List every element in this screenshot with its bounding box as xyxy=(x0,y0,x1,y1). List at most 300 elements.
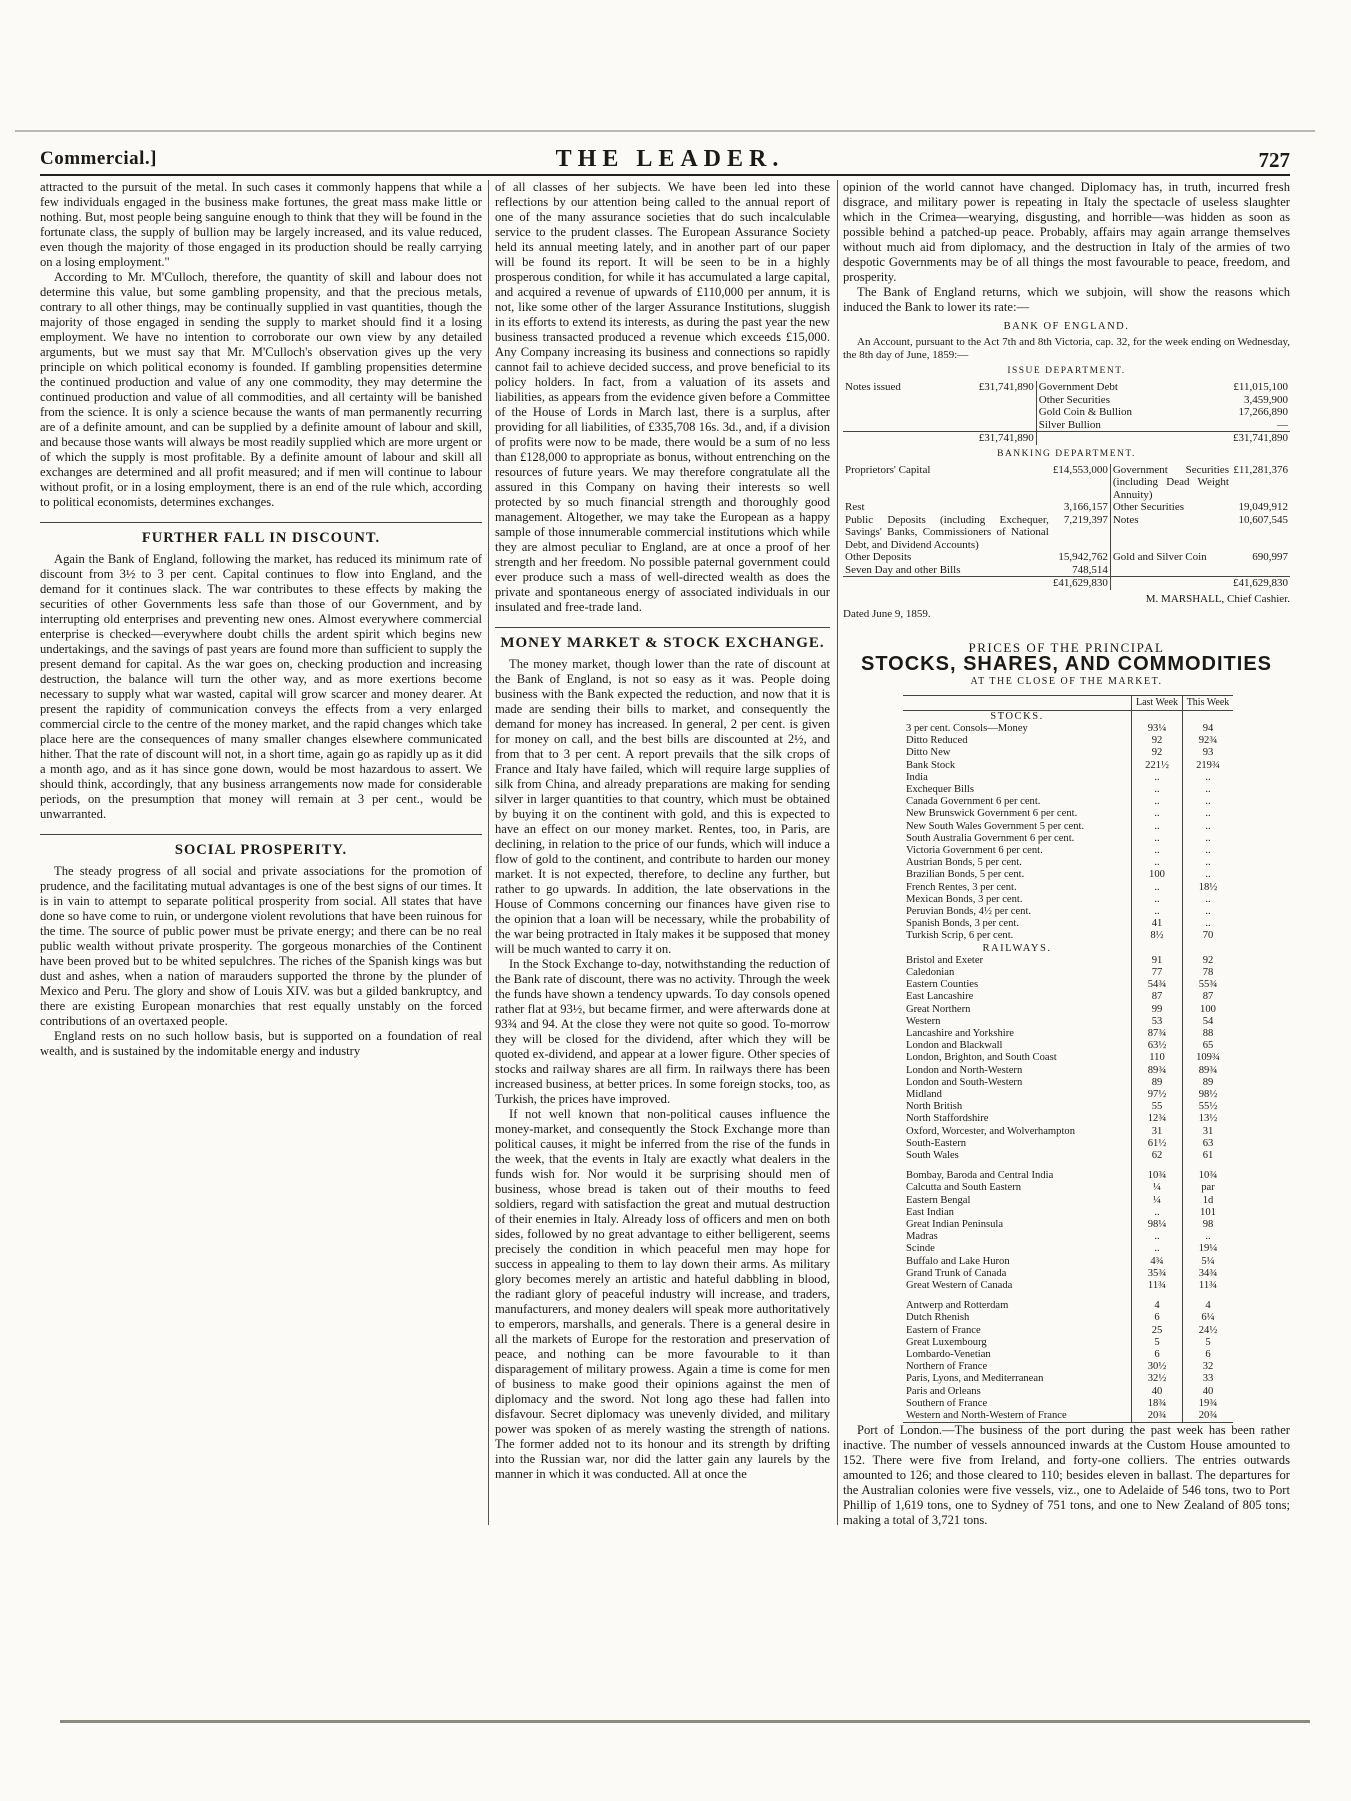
last-week-price: .. xyxy=(1132,1243,1183,1255)
section-label: RAILWAYS. xyxy=(982,942,1052,954)
last-week-price: 98¼ xyxy=(1132,1219,1183,1231)
this-week-price xyxy=(1183,1162,1234,1170)
last-week-price: 10¾ xyxy=(1132,1170,1183,1182)
stock-name: Mexican Bonds, 3 per cent. xyxy=(906,893,1023,905)
banking-left-label: Proprietors' Capital xyxy=(845,463,931,476)
banking-right-label: Other Securities xyxy=(1112,501,1185,513)
table-row xyxy=(903,833,1233,845)
prices-heading: STOCKS, SHARES, AND COMMODITIES xyxy=(860,652,1273,675)
stock-name: Southern of France xyxy=(906,1397,988,1409)
table-row xyxy=(903,821,1233,833)
stock-name: Northern of France xyxy=(906,1361,988,1373)
stock-name: Exchequer Bills xyxy=(906,783,974,795)
this-week-price: 19¾ xyxy=(1183,1398,1234,1410)
issue-left-amount: £31,741,890 xyxy=(940,381,1036,394)
this-week-price: 6 xyxy=(1183,1349,1234,1361)
this-week-price: 70 xyxy=(1183,930,1234,942)
banking-left-amount: 748,514 xyxy=(1051,564,1111,577)
this-week-price: 94 xyxy=(1183,723,1234,735)
banking-department-title: BANKING DEPARTMENT. xyxy=(997,448,1136,459)
last-week-price: 4¾ xyxy=(1132,1256,1183,1268)
stock-name: Grand Trunk of Canada xyxy=(906,1267,1007,1279)
last-week-price: .. xyxy=(1132,772,1183,784)
last-week-price: 12¾ xyxy=(1132,1113,1183,1125)
paragraph: The Bank of England returns, which we subjoin, will show the reasons which induced the Bank to lower its rate:— xyxy=(843,285,1290,314)
table-row xyxy=(903,845,1233,857)
last-week-price: 77 xyxy=(1132,967,1183,979)
stock-name: Paris, Lyons, and Mediterranean xyxy=(906,1373,1044,1385)
stock-name: Bombay, Baroda and Central India xyxy=(906,1170,1054,1182)
this-week-price: 33 xyxy=(1183,1373,1234,1385)
issue-department-table xyxy=(843,381,1290,445)
this-week-price xyxy=(1183,1292,1234,1300)
table-row xyxy=(903,882,1233,894)
table-row xyxy=(903,1016,1233,1028)
last-week-price: .. xyxy=(1132,882,1183,894)
table-row xyxy=(903,1337,1233,1349)
table-row xyxy=(903,1182,1233,1194)
last-week-price: 6 xyxy=(1132,1312,1183,1324)
last-week-price: 89 xyxy=(1132,1077,1183,1089)
table-row xyxy=(903,906,1233,918)
last-week-price: 40 xyxy=(1132,1386,1183,1398)
stock-name: Lombardo-Venetian xyxy=(906,1349,991,1361)
this-week-price: .. xyxy=(1183,808,1234,820)
table-row xyxy=(903,1231,1233,1243)
article-heading-money-market: MONEY MARKET & STOCK EXCHANGE. xyxy=(495,627,830,651)
table-row xyxy=(903,1312,1233,1324)
last-week-price: 87¾ xyxy=(1132,1028,1183,1040)
port-of-london-paragraph: Port of London.—The business of the port during the past week has been rather inactive. The number of vessels announced inwards at the Custom House amounted to 152. There were five from Ireland, and forty-one colliers. The entries outwards amounted to 126; and those cleared to 110; besides eleven in ballast. The departures for the Australian colonies were five vessels, viz., one to Adelaide of 546 tons, two to Port Phillip of 1,619 tons, one to Sydney of 751 tons, and one to New Zealand of 805 tons; making a total of 3,721 tons. xyxy=(843,1423,1290,1528)
this-week-price: 89¾ xyxy=(1183,1065,1234,1077)
table-row xyxy=(903,1325,1233,1337)
paragraph: Again the Bank of England, following the market, has reduced its minimum rate of discount from 3½ to 3 per cent. Capital continues to flow into England, and the demand for it continues slack. The war contributes to these effects by making the securities of other Governments less safe than those of our Government, and by interrupting old enterprises and preventing new ones. Almost everywhere commercial enterprise is checked—everywhere doubt chills the ardent spirit which begins new undertakings, and the savings of past years are found more than sufficient to supply the present demand for capital. As the war goes on, checking production and increasing destruction, the balance will turn the other way, and as more exertions become necessary to supply what war wasted, capital will grow scarcer and money dearer. At present the rapidity of communication conveys the effects from a very enlarged commercial circle to the centre of the money market, and the rapid changes which take place here are the consequences of many smaller changes elsewhere communicated hither. That the rate of discount will not, in a short time, again go as rapidly up as it did a month ago, and as it has since gone down, would be most hazardous to assert. We should think, accordingly, that any business arrangements now made for considerable periods, on the presumption that money will remain at 3 per cent., would be unwarranted. xyxy=(40,552,482,821)
stock-name: Lancashire and Yorkshire xyxy=(906,1027,1014,1039)
paragraph: In the Stock Exchange to-day, notwithstanding the reduction of the Bank rate of discount, there was no activity. Through the week the funds have shown a tendency upwards. To day consols opened rather flat at 93½, but became firmer, and were afterwards done at 93¾ and 94. At the close they were not quite so good. To-morrow they will be closed for the dividend, after which they will be quoted ex-dividend, and appear at a lower figure. Other species of stocks and railway shares are all firm. In railways there has been increased business, at better prices. In some foreign stocks, too, as Turkish, the prices have improved. xyxy=(495,957,830,1106)
table-row xyxy=(903,808,1233,820)
this-week-price: 18½ xyxy=(1183,882,1234,894)
column-2 xyxy=(495,180,830,1700)
this-week-price: .. xyxy=(1183,784,1234,796)
stock-name: Brazilian Bonds, 5 per cent. xyxy=(906,869,1025,881)
last-week-price xyxy=(1132,1292,1183,1300)
article-heading-discount: FURTHER FALL IN DISCOUNT. xyxy=(40,522,482,546)
issue-right-label: Silver Bullion xyxy=(1038,418,1101,431)
this-week-price: 32 xyxy=(1183,1361,1234,1373)
this-week-price: 31 xyxy=(1183,1126,1234,1138)
this-week-price: 19¼ xyxy=(1183,1243,1234,1255)
column-rule-2 xyxy=(837,180,838,1525)
stock-name: South Australia Government 6 per cent. xyxy=(906,832,1075,844)
table-row xyxy=(903,1089,1233,1101)
stock-name: North British xyxy=(906,1101,963,1113)
banking-total-right: £41,629,830 xyxy=(1231,577,1290,590)
table-row xyxy=(903,1361,1233,1373)
this-week-price: 55¾ xyxy=(1183,979,1234,991)
banking-left-label: Rest xyxy=(845,501,865,513)
stock-name: Canada Government 6 per cent. xyxy=(906,796,1041,808)
this-week-price: 88 xyxy=(1183,1028,1234,1040)
table-row xyxy=(903,1243,1233,1255)
table-row xyxy=(903,869,1233,881)
last-week-price: 91 xyxy=(1132,955,1183,967)
last-week-price: .. xyxy=(1132,784,1183,796)
page-header xyxy=(40,148,1290,176)
this-week-price: 109¾ xyxy=(1183,1052,1234,1064)
stock-name: South Wales xyxy=(906,1150,959,1162)
last-week-price: ¼ xyxy=(1132,1182,1183,1194)
table-row xyxy=(903,723,1233,735)
last-week-price: 92 xyxy=(1132,747,1183,759)
table-row xyxy=(903,1162,1233,1170)
last-week-price: 5 xyxy=(1132,1337,1183,1349)
paragraph: The steady progress of all social and private associations for the promotion of prudence, and the facilitating mutual advantages is one of the best signs of our times. It is in vain to attempt to separate political prosperity from social. All states that have done so have come to ruin, or undergone violent revolutions that have been ruinous for the time. The source of public power must be private energy; and there can be no real public wealth without private prosperity. The gorgeous monarchies of the Continent have been proved but to be whited sepulchres. The riches of the Spanish kings was but dust and ashes, when a nation of marauders supported the throne by the plunder of Mexico and Peru. The glory and show of Louis XIV. was but a gilded bankruptcy, and there are existing European monarchies that rest equally unstably on the forced contributions of an overtaxed people. xyxy=(40,864,482,1028)
last-week-price: 11¾ xyxy=(1132,1280,1183,1292)
table-row xyxy=(903,1170,1233,1182)
stock-name: Scinde xyxy=(906,1243,935,1255)
this-week-price: 6¼ xyxy=(1183,1312,1234,1324)
issue-total-left: £31,741,890 xyxy=(940,432,1036,445)
this-week-price: .. xyxy=(1183,845,1234,857)
last-week-price: 35¾ xyxy=(1132,1268,1183,1280)
last-week-price: 221½ xyxy=(1132,760,1183,772)
table-row xyxy=(903,1398,1233,1410)
table-row xyxy=(903,1373,1233,1385)
table-row xyxy=(903,930,1233,942)
table-row-total xyxy=(843,432,1290,445)
table-row xyxy=(903,1101,1233,1113)
banking-right-amount: 10,607,545 xyxy=(1238,513,1288,526)
this-week-price: .. xyxy=(1183,894,1234,906)
last-week-price: 87 xyxy=(1132,991,1183,1003)
column-rule-1 xyxy=(488,180,489,1525)
last-week-price: .. xyxy=(1132,894,1183,906)
table-row xyxy=(903,1113,1233,1125)
last-week-price: 32½ xyxy=(1132,1373,1183,1385)
this-week-price: .. xyxy=(1183,772,1234,784)
stock-name: Great Luxembourg xyxy=(906,1336,987,1348)
table-row xyxy=(903,1040,1233,1052)
banking-total-left: £41,629,830 xyxy=(1051,577,1111,590)
stock-price-list xyxy=(903,695,1233,1424)
last-week-price: 100 xyxy=(1132,869,1183,881)
last-week-price: 31 xyxy=(1132,1126,1183,1138)
stock-name: India xyxy=(906,771,928,783)
this-week-price: 55½ xyxy=(1183,1101,1234,1113)
stock-name: Austrian Bonds, 5 per cent. xyxy=(906,857,1022,869)
table-row xyxy=(903,918,1233,930)
this-week-price: 34¾ xyxy=(1183,1268,1234,1280)
table-row xyxy=(903,735,1233,747)
last-week-price: .. xyxy=(1132,808,1183,820)
last-week-price: 20¾ xyxy=(1132,1410,1183,1422)
last-week-price: 25 xyxy=(1132,1325,1183,1337)
table-row xyxy=(843,564,1290,577)
table-row xyxy=(903,1300,1233,1312)
banking-left-label: Other Deposits xyxy=(845,551,912,563)
stock-name: Peruvian Bonds, 4½ per cent. xyxy=(906,905,1032,917)
bank-title: BANK OF ENGLAND. xyxy=(1003,321,1130,332)
last-week-price: 62 xyxy=(1132,1150,1183,1162)
section-row xyxy=(903,943,1233,955)
stock-name: Great Western of Canada xyxy=(906,1280,1013,1292)
stock-name: Eastern Counties xyxy=(906,979,979,991)
this-week-price: 4 xyxy=(1183,1300,1234,1312)
stock-name: Dutch Rhenish xyxy=(906,1312,970,1324)
table-row xyxy=(903,1207,1233,1219)
table-row xyxy=(843,419,1290,432)
column-header-this-week: This Week xyxy=(1183,696,1234,711)
stock-name: South-Eastern xyxy=(906,1137,967,1149)
stock-name: Oxford, Worcester, and Wolverhampton xyxy=(906,1125,1075,1137)
stock-name: London and North-Western xyxy=(906,1064,1023,1076)
bank-of-england-return xyxy=(843,319,1290,622)
paragraph: If not well known that non-political causes influence the money-market, and consequently the Stock Exchange more than political causes, it might be inferred from the rise of the funds in the week, that the events in Italy are exactly what dealers in the funds wish for. Nor would it be surprising should men of business, whose bread is taken out of their mouths to feed soldiers, regard with satisfaction the great and mutual destruction of their enemies in Italy. Already loss of officers and men on both sides, followed by no great advantage to either belligerent, seems precisely the condition in which peaceful men may hope for success in appealing to them to lay down their arms. As military glory becomes merely an artistic and hateful dabbling in blood, the radiant glory of peaceful industry will increase, and traders, manufacturers, and money dealers will speak more authoritatively to emperors, marshalls, and generals. There is a general desire in all the markets of Europe for the restoration and preservation of peace, and nothing can be more favourable to it than disparagement of military prowess. Again a time is come for men of business to make good their opinions against the men of diplomacy and the sword. Not long ago these had fallen into disfavour. Secret diplomacy was unevenly divided, and military power was spoken of as merely wasting the strength of nations. The former added not to its honour and its strength by drifting into the Russian war, nor did the latter gain any laurels by the manner in which it was conducted. All at once the xyxy=(495,1107,830,1481)
issue-right-label: Gold Coin & Bullion xyxy=(1038,406,1133,418)
stock-name: Turkish Scrip, 6 per cent. xyxy=(906,930,1014,942)
stock-name: French Rentes, 3 per cent. xyxy=(906,881,1017,893)
banking-left-amount: 15,942,762 xyxy=(1051,551,1111,564)
this-week-price: 78 xyxy=(1183,967,1234,979)
scan-edge-top xyxy=(15,130,1315,132)
stock-name: Western and North-Western of France xyxy=(906,1410,1067,1422)
table-row xyxy=(903,1195,1233,1207)
banking-left-amount: £14,553,000 xyxy=(1051,464,1111,502)
this-week-price: 98 xyxy=(1183,1219,1234,1231)
last-week-price: ¼ xyxy=(1132,1195,1183,1207)
last-week-price: 6 xyxy=(1132,1349,1183,1361)
last-week-price: 55 xyxy=(1132,1101,1183,1113)
stock-name: Ditto Reduced xyxy=(906,735,968,747)
table-row xyxy=(903,1292,1233,1300)
table-row xyxy=(903,1138,1233,1150)
stock-name: Buffalo and Lake Huron xyxy=(906,1255,1010,1267)
column-header-last-week: Last Week xyxy=(1132,696,1183,711)
table-row xyxy=(843,551,1290,564)
stock-name: Madras xyxy=(906,1231,938,1243)
table-row xyxy=(903,1410,1233,1422)
table-row xyxy=(903,1065,1233,1077)
section-label: STOCKS. xyxy=(990,710,1044,722)
newspaper-title: THE LEADER. xyxy=(555,146,785,172)
last-week-price: .. xyxy=(1132,1231,1183,1243)
section-label: Commercial.] xyxy=(40,148,157,169)
cashier-signature: M. MARSHALL, Chief Cashier. xyxy=(1145,592,1290,605)
last-week-price: 4 xyxy=(1132,1300,1183,1312)
this-week-price: 13½ xyxy=(1183,1113,1234,1125)
this-week-price: 5 xyxy=(1183,1337,1234,1349)
this-week-price: 92¾ xyxy=(1183,735,1234,747)
table-row xyxy=(903,1349,1233,1361)
table-row xyxy=(903,784,1233,796)
stock-name: Bristol and Exeter xyxy=(906,954,984,966)
paragraph: of all classes of her subjects. We have been led into these reflections by our attention being called to the annual report of one of the many assurance societies that do such incalculable service to the prudent classes. The European Assurance Society held its annual meeting lately, and in another part of our paper will be found its report. It will be seen to be in a highly prosperous condition, for while it has accumulated a large capital, and acquired a revenue of upwards of £110,000 per annum, it is not, like some other of the larger Assurance Institutions, sluggish in its efforts to extend its interests, as during the past year the new business transacted produced a revenue which exceeds £15,000. Any Company increasing its business and connections so rapidly cannot fail to achieve decided success, and prove beneficial to its policy holders. In fact, from a valuation of its assets and liabilities, as appears from the evidence given before a Committee of the House of Lords in March last, there is a surplus, after providing for all liabilities, of £335,708 16s. 3d., and, if a division of profits were now to be made, there would be a sum of no less than £128,000 to appropriate as bonus, without entrenching on the resources of future years. We may therefore congratulate all the assured in this Company on having their interests so well protected by so much financial strength and thoroughly good management. Altogether, we may take the European as a happy sample of those innumerable commercial institutions which while they are almost peculiar to England, are at once a proof of her strength and her freedom. No possible paternal government could ever produce such a mass of well-directed wealth as does the private and spontaneous energy of associated individuals in our insulated and free-trade land. xyxy=(495,180,830,614)
this-week-price: 93 xyxy=(1183,747,1234,759)
last-week-price: 99 xyxy=(1132,1004,1183,1016)
this-week-price: 5¼ xyxy=(1183,1256,1234,1268)
banking-left-amount: 7,219,397 xyxy=(1051,514,1111,552)
this-week-price: .. xyxy=(1183,821,1234,833)
table-row xyxy=(903,967,1233,979)
paragraph: The money market, though lower than the rate of discount at the Bank of England, is not so easy as it was. People doing business with the Bank expected the reduction, and now that it is made are sending their bills to market, and consequently the demand for money has increased. In general, 2 per cent. is given for money on call, and the best bills are discounted at 2½, and from that to 3 per cent. A report prevails that the silk crops of France and Italy have failed, which will require large supplies of silk from China, and already preparations are making for sending silver in larger quantities to that country, which must be obtained by buying it on the continent with gold, and this is expected to have an effect on our money market. Rentes, too, in Paris, are declining, in relation to the price of our funds, which will induce a flow of gold to the continent, and contribute to harden our money market. It is not expected, therefore, to decline any further, but rather to go upwards. In addition, the late observations in the House of Commons concerning our finances have given rise to the opinion that a loan will be necessary, while the probability of the war being protracted in Italy makes it be supposed that money will be much wanted to carry it on. xyxy=(495,657,830,956)
this-week-price: 20¾ xyxy=(1183,1410,1234,1422)
table-row xyxy=(903,760,1233,772)
stock-name: London and South-Western xyxy=(906,1076,1023,1088)
table-row-total xyxy=(843,577,1290,590)
this-week-price: 92 xyxy=(1183,955,1234,967)
this-week-price: .. xyxy=(1183,1231,1234,1243)
stock-name: Great Northern xyxy=(906,1003,971,1015)
table-row xyxy=(843,464,1290,502)
bank-intro: An Account, pursuant to the Act 7th and 8th Victoria, cap. 32, for the week ending on Wednesday, the 8th day of June, 1859:— xyxy=(843,336,1290,361)
last-week-price: .. xyxy=(1132,857,1183,869)
stock-name: Calcutta and South Eastern xyxy=(906,1182,1022,1194)
stock-name xyxy=(903,1292,1132,1300)
stock-name: 3 per cent. Consols—Money xyxy=(906,722,1028,734)
stock-name: East Indian xyxy=(906,1206,954,1218)
table-header-row xyxy=(903,696,1233,711)
stock-name: New South Wales Government 5 per cent. xyxy=(906,820,1085,832)
stock-name: Bank Stock xyxy=(906,759,956,771)
banking-right-amount: 690,997 xyxy=(1252,551,1288,563)
banking-department-table xyxy=(843,464,1290,590)
issue-right-amount: — xyxy=(1277,418,1288,431)
issue-right-amount: 17,266,890 xyxy=(1238,406,1288,418)
table-row xyxy=(903,991,1233,1003)
this-week-price: 63 xyxy=(1183,1138,1234,1150)
last-week-price: 30½ xyxy=(1132,1361,1183,1373)
stock-name: Midland xyxy=(906,1089,942,1100)
banking-left-label: Public Deposits (including Exchequer, Savings' Banks, Commissioners of National Debt, and Dividend Accounts) xyxy=(845,513,1049,551)
last-week-price: .. xyxy=(1132,845,1183,857)
stock-name: North Staffordshire xyxy=(906,1113,989,1125)
banking-right-label: Gold and Silver Coin xyxy=(1112,551,1207,563)
last-week-price: .. xyxy=(1132,833,1183,845)
last-week-price: .. xyxy=(1132,906,1183,918)
this-week-price: 87 xyxy=(1183,991,1234,1003)
table-row xyxy=(903,1004,1233,1016)
this-week-price: 54 xyxy=(1183,1016,1234,1028)
this-week-price: .. xyxy=(1183,796,1234,808)
stock-name: Antwerp and Rotterdam xyxy=(906,1300,1009,1312)
this-week-price: 10¾ xyxy=(1183,1170,1234,1182)
last-week-price: 89¾ xyxy=(1132,1065,1183,1077)
paragraph: attracted to the pursuit of the metal. In such cases it commonly happens that while a few individuals engaged in the business make fortunes, the great mass make little or nothing. But, most people being sanguine enough to think that they will be found in the fortunate class, the supply of bullion may be largely increased, and its value reduced, even though the majority of those engaged in its production should be really carrying on a losing employment." xyxy=(40,180,482,269)
last-week-price: 41 xyxy=(1132,918,1183,930)
column-1 xyxy=(40,180,482,1700)
this-week-price: .. xyxy=(1183,833,1234,845)
this-week-price: 65 xyxy=(1183,1040,1234,1052)
last-week-price: .. xyxy=(1132,1207,1183,1219)
stock-name: Eastern of France xyxy=(906,1324,981,1336)
table-row xyxy=(903,747,1233,759)
this-week-price: 89 xyxy=(1183,1077,1234,1089)
prices-title: PRICES OF THE PRINCIPAL xyxy=(968,639,1165,655)
stock-name: London, Brighton, and South Coast xyxy=(906,1052,1057,1064)
stock-name xyxy=(903,1162,1132,1170)
this-week-price: .. xyxy=(1183,857,1234,869)
stock-name: Great Indian Peninsula xyxy=(906,1219,1004,1231)
issue-right-label: Other Securities xyxy=(1038,393,1110,406)
banking-left-amount: 3,166,157 xyxy=(1051,501,1111,514)
table-row xyxy=(843,501,1290,514)
table-row xyxy=(903,894,1233,906)
this-week-price: 24½ xyxy=(1183,1325,1234,1337)
issue-total-right: £31,741,890 xyxy=(1194,432,1290,445)
table-row xyxy=(903,1126,1233,1138)
paragraph: England rests on no such hollow basis, but is supported on a foundation of real wealth, and is sustained by the indomitable energy and industry xyxy=(40,1029,482,1058)
stock-name: Paris and Orleans xyxy=(906,1385,981,1397)
last-week-price: 97½ xyxy=(1132,1089,1183,1101)
table-row xyxy=(903,1268,1233,1280)
this-week-price: 100 xyxy=(1183,1004,1234,1016)
banking-right-label: Notes xyxy=(1112,513,1139,526)
issue-department-title: ISSUE DEPARTMENT. xyxy=(1007,366,1126,376)
this-week-price: par xyxy=(1183,1182,1234,1194)
table-row xyxy=(903,1077,1233,1089)
last-week-price: 8½ xyxy=(1132,930,1183,942)
issue-left-label: Notes issued xyxy=(845,381,901,393)
banking-right-label: Government Securities (including Dead Weight Annuity) xyxy=(1112,463,1229,501)
table-row xyxy=(843,514,1290,552)
this-week-price: .. xyxy=(1183,906,1234,918)
stock-name: East Lancashire xyxy=(906,991,974,1003)
table-row xyxy=(843,406,1290,419)
scan-edge-bottom xyxy=(60,1720,1310,1723)
table-row xyxy=(903,857,1233,869)
banking-left-label: Seven Day and other Bills xyxy=(845,563,961,576)
table-row xyxy=(903,1219,1233,1231)
last-week-price: .. xyxy=(1132,821,1183,833)
last-week-price: 110 xyxy=(1132,1052,1183,1064)
banking-right-amount: £11,281,376 xyxy=(1233,463,1288,476)
paragraph: opinion of the world cannot have changed. Diplomacy has, in truth, incurred fresh disgrace, and military power is repeating in Italy the spectacle of useless slaughter which in the Crimea—wearying, disgusting, and horrible—was hidden as soon as possible behind a patched-up peace. Probably, affairs may again arrange themselves without much aid from diplomacy, and the destruction in Italy of the armies of two despotic Governments may be of all things the most favourable to peace, freedom, and prosperity. xyxy=(843,180,1290,284)
table-row xyxy=(843,394,1290,407)
table-row xyxy=(903,1028,1233,1040)
table-row xyxy=(903,796,1233,808)
this-week-price: .. xyxy=(1183,869,1234,881)
last-week-price: 18¾ xyxy=(1132,1398,1183,1410)
stock-name: Caledonian xyxy=(906,966,955,978)
this-week-price: .. xyxy=(1183,918,1234,930)
table-row xyxy=(903,1150,1233,1162)
prices-subtitle: AT THE CLOSE OF THE MARKET. xyxy=(970,675,1163,687)
banking-right-amount: 19,049,912 xyxy=(1238,501,1288,513)
last-week-price: 61½ xyxy=(1132,1138,1183,1150)
table-row xyxy=(903,1280,1233,1292)
stock-name: Victoria Government 6 per cent. xyxy=(906,844,1043,856)
this-week-price: 98½ xyxy=(1183,1089,1234,1101)
stock-table xyxy=(903,696,1233,1423)
table-row xyxy=(903,979,1233,991)
this-week-price: 1d xyxy=(1183,1195,1234,1207)
table-row xyxy=(903,1256,1233,1268)
this-week-price: 40 xyxy=(1183,1386,1234,1398)
stock-name: Ditto New xyxy=(906,747,951,759)
this-week-price: 101 xyxy=(1183,1207,1234,1219)
issue-right-amount: 3,459,900 xyxy=(1244,393,1288,406)
this-week-price: 61 xyxy=(1183,1150,1234,1162)
issue-right-amount: £11,015,100 xyxy=(1233,381,1288,393)
stock-name: London and Blackwall xyxy=(906,1040,1003,1052)
section-row xyxy=(903,710,1233,723)
last-week-price xyxy=(1132,1162,1183,1170)
table-row xyxy=(903,772,1233,784)
article-heading-social: SOCIAL PROSPERITY. xyxy=(40,834,482,858)
table-row xyxy=(903,1052,1233,1064)
last-week-price: 53 xyxy=(1132,1016,1183,1028)
table-row xyxy=(903,1386,1233,1398)
